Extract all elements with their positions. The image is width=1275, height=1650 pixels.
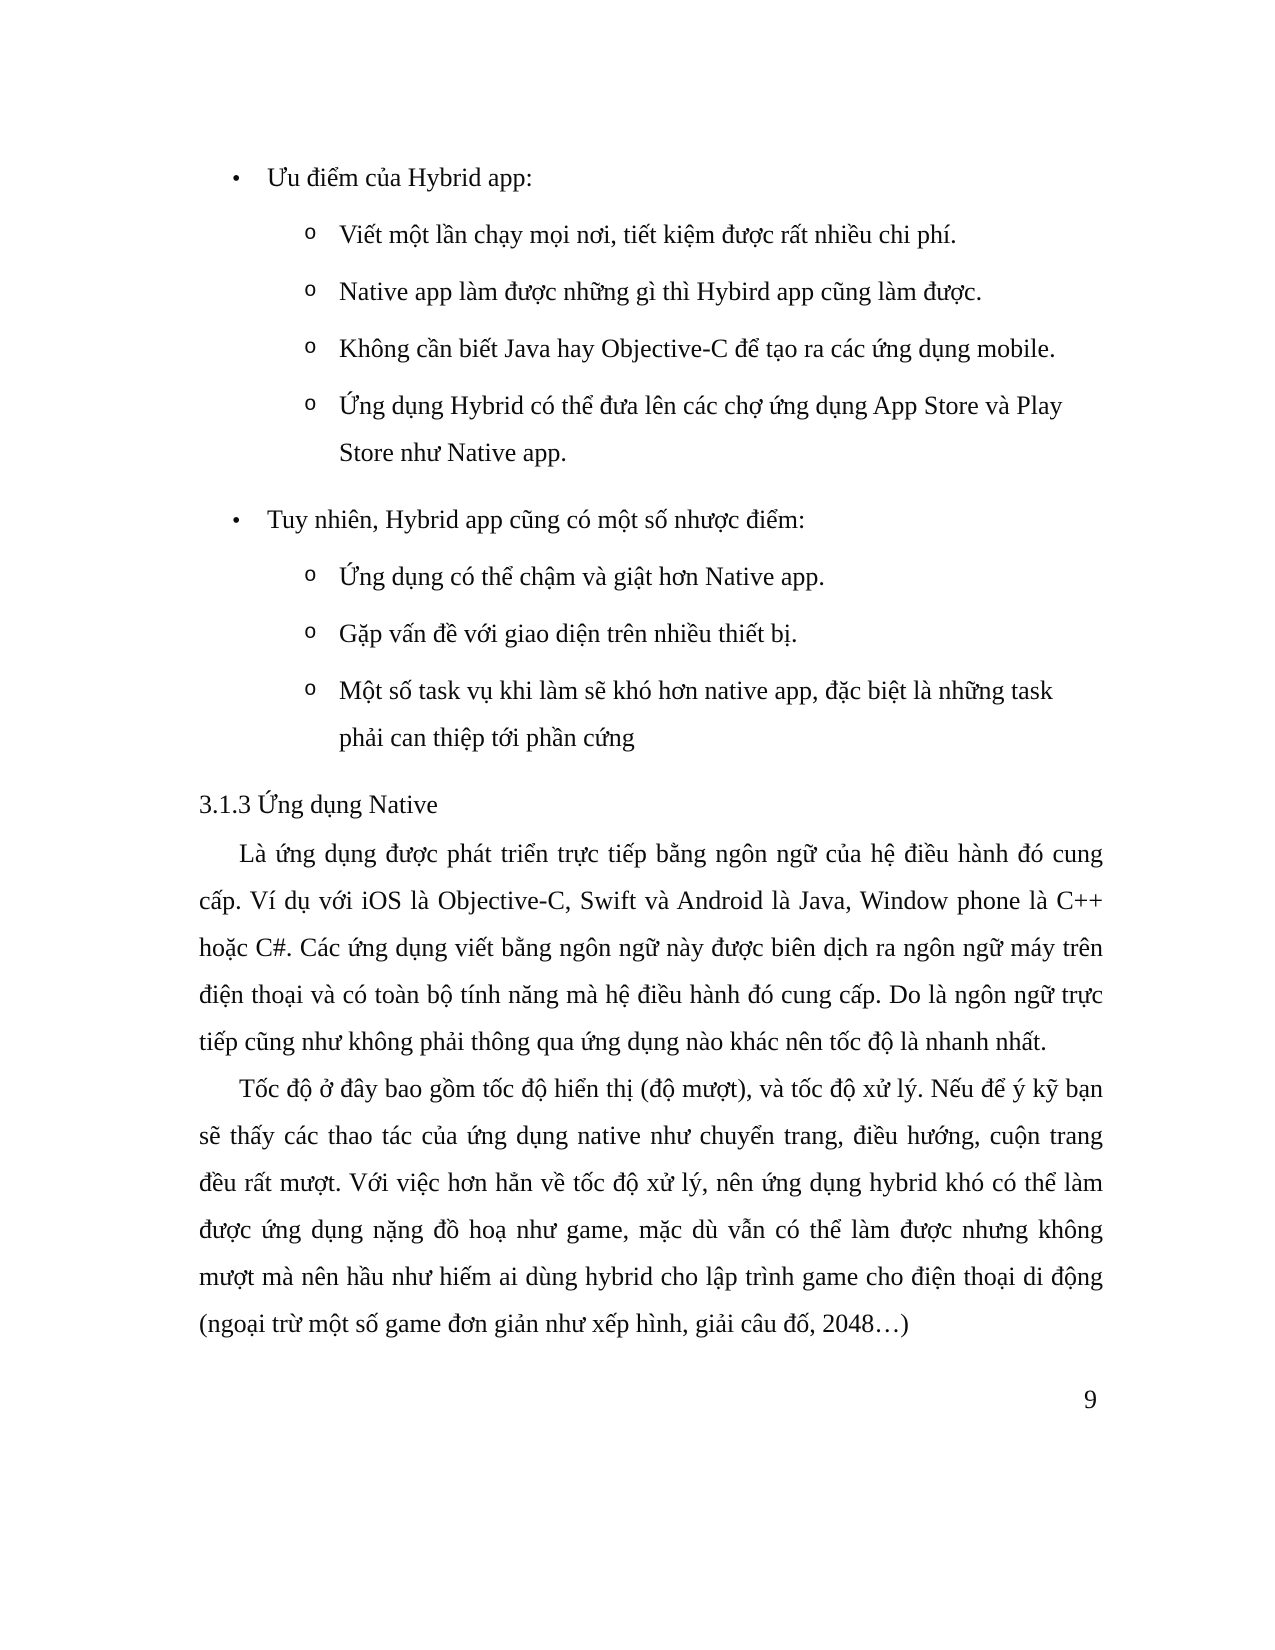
- circle-bullet-icon: o: [304, 280, 317, 303]
- circle-bullet-icon: o: [304, 223, 317, 246]
- sub-list-item-text: Native app làm được những gì thì Hybird app cũng làm được.: [339, 277, 983, 306]
- sub-list-item: [267, 553, 1103, 600]
- sub-list-item: [267, 382, 1103, 476]
- sub-list-item-text: Không cần biết Java hay Objective-C để tạo ra các ứng dụng mobile.: [339, 334, 1056, 363]
- circle-bullet-icon: o: [304, 565, 317, 588]
- sub-list-item: [267, 268, 1103, 315]
- sub-list-item-text: Ứng dụng có thể chậm và giật hơn Native app.: [339, 562, 825, 591]
- sub-list-item-text: Viết một lần chạy mọi nơi, tiết kiệm được rất nhiều chi phí.: [339, 220, 957, 249]
- circle-bullet-icon: o: [304, 679, 317, 702]
- circle-bullet-icon: o: [304, 622, 317, 645]
- body-paragraph: Tốc độ ở đây bao gồm tốc độ hiển thị (độ mượt), và tốc độ xử lý. Nếu để ý kỹ bạn sẽ thấy các thao tác của ứng dụng native như chuyển trang, điều hướng, cuộn trang đều rất mượt. Với việc hơn hẳn về tốc độ xử lý, nên ứng dụng hybrid khó có thể làm được ứng dụng nặng đồ hoạ như game, mặc dù vẫn có thể làm được nhưng không mượt mà nên hầu như hiếm ai dùng hybrid cho lập trình game cho điện thoại di động (ngoại trừ một số game đơn giản như xếp hình, giải câu đố, 2048…): [199, 1074, 1103, 1338]
- sub-list: [267, 553, 1103, 761]
- circle-bullet-icon: o: [304, 394, 317, 417]
- sub-list-item: [267, 667, 1103, 761]
- sub-list-item-text: Một số task vụ khi làm sẽ khó hơn native app, đặc biệt là những task phải can thiệp tới phần cứng: [339, 676, 1053, 752]
- list-item-body: [267, 496, 1103, 771]
- list-item-label: Tuy nhiên, Hybrid app cũng có một số nhược điểm:: [267, 505, 806, 534]
- sub-list-item-text: Gặp vấn đề với giao diện trên nhiều thiết bị.: [339, 619, 798, 648]
- sub-list: [267, 211, 1103, 476]
- list-item: [199, 496, 1103, 771]
- bullet-icon: [232, 154, 267, 203]
- sub-list-item: [267, 610, 1103, 657]
- page-number: 9: [1084, 1385, 1097, 1414]
- body-paragraph: Là ứng dụng được phát triển trực tiếp bằng ngôn ngữ của hệ điều hành đó cung cấp. Ví dụ với iOS là Objective-C, Swift và Android là Java, Window phone là C++ hoặc C#. Các ứng dụng viết bằng ngôn ngữ này được biên dịch ra ngôn ngữ máy trên điện thoại và có toàn bộ tính năng mà hệ điều hành đó cung cấp. Do là ngôn ngữ trực tiếp cũng như không phải thông qua ứng dụng nào khác nên tốc độ là nhanh nhất.: [199, 839, 1103, 1056]
- circle-bullet-icon: o: [304, 337, 317, 360]
- bullet-glyph: •: [232, 508, 241, 534]
- list-item-label: Ưu điểm của Hybrid app:: [267, 163, 533, 192]
- list-item-body: [267, 154, 1103, 486]
- sub-list-item-text: Ứng dụng Hybrid có thể đưa lên các chợ ứng dụng App Store và Play Store như Native app.: [339, 391, 1063, 467]
- bullet-glyph: •: [232, 166, 241, 192]
- bullet-icon: [232, 496, 267, 545]
- section-heading: 3.1.3 Ứng dụng Native: [199, 790, 438, 819]
- list-item: [199, 154, 1103, 486]
- sub-list-item: [267, 211, 1103, 258]
- sub-list-item: [267, 325, 1103, 372]
